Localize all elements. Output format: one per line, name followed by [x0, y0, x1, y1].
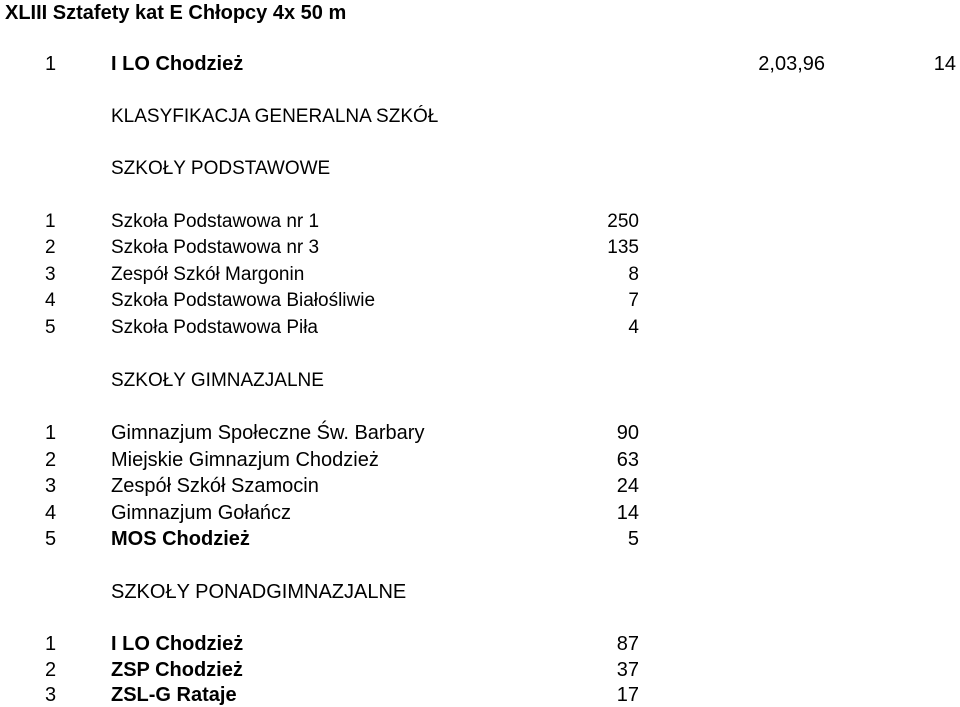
- gymnasium-name: Gimnazjum Społeczne Św. Barbary: [111, 422, 425, 444]
- primary-name: Szkoła Podstawowa Białośliwie: [111, 290, 376, 311]
- relay-points: 14: [933, 53, 956, 75]
- secondary-name: I LO Chodzież: [111, 633, 244, 655]
- gymnasium-place: 5: [45, 528, 57, 550]
- secondary-points: 17: [616, 684, 639, 706]
- relay-time: 2,03,96: [758, 53, 825, 75]
- primary-points: 8: [628, 264, 639, 285]
- secondary-heading: SZKOŁY PONADGIMNAZJALNE: [111, 581, 407, 603]
- gymnasium-points: 24: [616, 475, 639, 497]
- primary-place: 5: [45, 317, 56, 338]
- gymnasium-points: 14: [616, 502, 639, 524]
- primary-points: 250: [607, 211, 639, 232]
- secondary-points: 37: [616, 659, 639, 681]
- secondary-place: 2: [45, 659, 57, 681]
- gymnasium-heading: SZKOŁY GIMNAZJALNE: [111, 370, 324, 391]
- gymnasium-name: Gimnazjum Gołańcz: [111, 502, 292, 524]
- secondary-name: ZSL-G Rataje: [111, 684, 237, 706]
- gymnasium-points: 5: [627, 528, 639, 550]
- primary-place: 4: [45, 290, 56, 311]
- gymnasium-name: MOS Chodzież: [111, 528, 250, 550]
- primary-points: 135: [607, 237, 639, 258]
- gymnasium-points: 90: [616, 422, 639, 444]
- primary-place: 3: [45, 264, 56, 285]
- gymnasium-name: Miejskie Gimnazjum Chodzież: [111, 449, 379, 471]
- primary-name: Szkoła Podstawowa nr 3: [111, 237, 320, 258]
- gymnasium-place: 1: [45, 422, 57, 444]
- page-title: XLIII Sztafety kat E Chłopcy 4x 50 m: [5, 2, 347, 24]
- primary-points: 7: [628, 290, 639, 311]
- gymnasium-name: Zespół Szkół Szamocin: [111, 475, 319, 497]
- primary-name: Zespół Szkół Margonin: [111, 264, 305, 285]
- gymnasium-place: 4: [45, 502, 57, 524]
- primary-heading: SZKOŁY PODSTAWOWE: [111, 158, 331, 179]
- primary-name: Szkoła Podstawowa nr 1: [111, 211, 320, 232]
- secondary-place: 1: [45, 633, 57, 655]
- primary-name: Szkoła Podstawowa Piła: [111, 317, 318, 338]
- secondary-points: 87: [616, 633, 639, 655]
- primary-place: 2: [45, 237, 56, 258]
- primary-points: 4: [628, 317, 639, 338]
- secondary-place: 3: [45, 684, 57, 706]
- relay-team: I LO Chodzież: [111, 53, 244, 75]
- gymnasium-place: 2: [45, 449, 57, 471]
- primary-place: 1: [45, 211, 56, 232]
- relay-place: 1: [45, 53, 57, 75]
- secondary-name: ZSP Chodzież: [111, 659, 243, 681]
- gymnasium-place: 3: [45, 475, 57, 497]
- classification-title: KLASYFIKACJA GENERALNA SZKÓŁ: [111, 106, 439, 127]
- gymnasium-points: 63: [616, 449, 639, 471]
